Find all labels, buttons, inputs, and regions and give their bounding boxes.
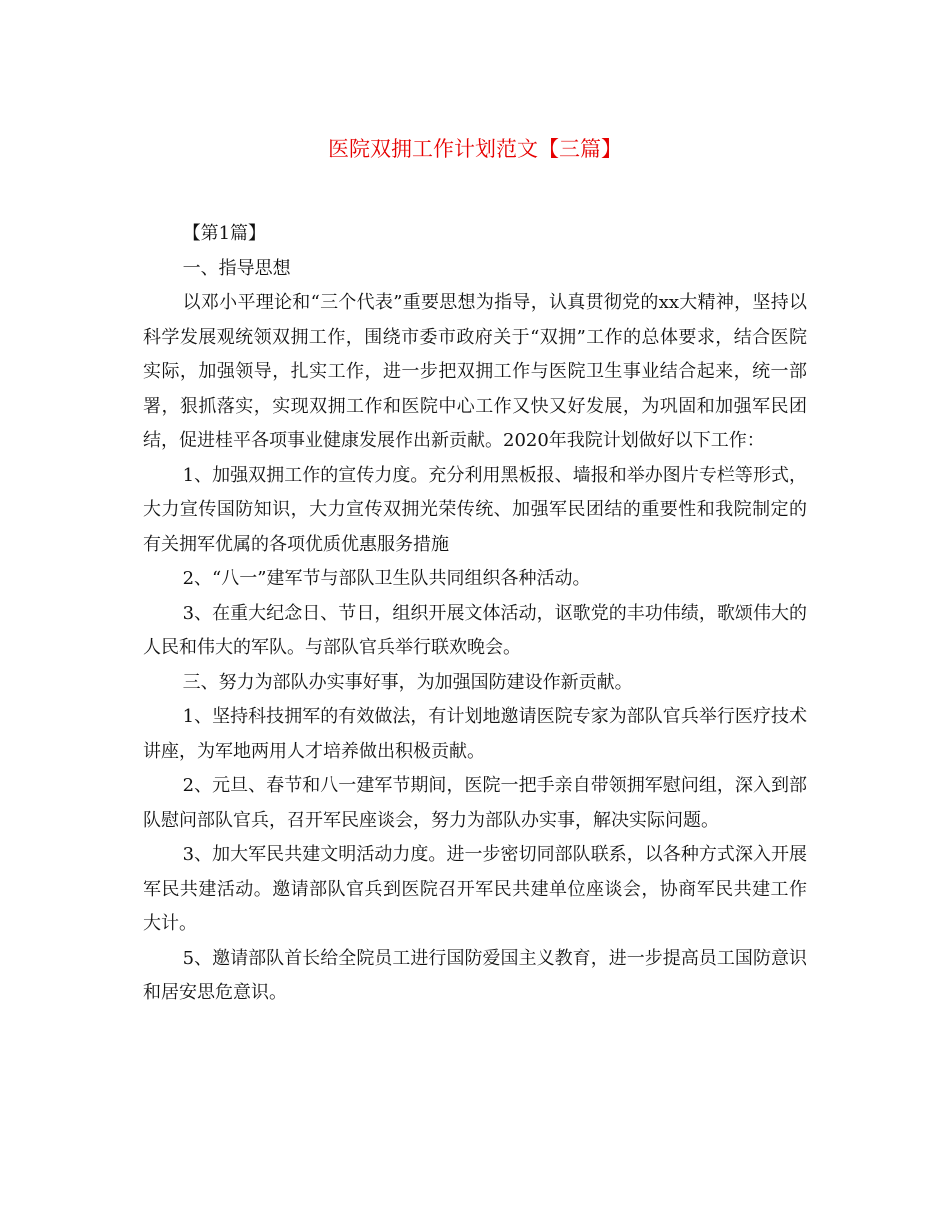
list-item-festivals: 3、在重大纪念日、节日，组织开展文体活动，讴歌党的丰功伟绩，歌颂伟大的人民和伟大的军队。与部队官兵举行联欢晚会。 (143, 602, 807, 658)
list-item-joint-construction: 3、加大军民共建文明活动力度。进一步密切同部队联系，以各种方式深入开展军民共建活动。邀请部队官兵到医院召开军民共建单位座谈会，协商军民共建工作大计。 (143, 844, 807, 934)
list-item-holiday-visits: 2、元旦、春节和八一建军节期间，医院一把手亲自带领拥军慰问组，深入到部队慰问部队官兵，召开军民座谈会，努力为部队办实事，解决实际问题。 (143, 775, 807, 831)
section-heading-practical-work: 三、努力为部队办实事好事，为加强国防建设作新贡献。 (182, 671, 633, 693)
body-paragraph: 以邓小平理论和“三个代表”重要思想为指导，认真贯彻党的xx大精神，坚持以科学发展观统领双拥工作，围绕市委市政府关于“双拥”工作的总体要求，结合医院实际，加强领导，扎实工作，进一步把双拥工作与医院卫生事业结合起来，统一部署，狠抓落实，实现双拥工作和医院中心工作又快又好发展，为巩固和加强军民团结，促进桂平各项事业健康发展作出新贡献。2020年我院计划做好以下工作： (143, 292, 807, 451)
list-item-defense-education: 5、邀请部队首长给全院员工进行国防爱国主义教育，进一步提高员工国防意识和居安思危意识。 (143, 947, 807, 1003)
list-item-publicity: 1、加强双拥工作的宣传力度。充分利用黑板报、墙报和举办图片专栏等形式，大力宣传国防知识，大力宣传双拥光荣传统、加强军民团结的重要性和我院制定的有关拥军优属的各项优质优惠服务措施 (143, 464, 807, 555)
list-item-tech-support: 1、坚持科技拥军的有效做法，有计划地邀请医院专家为部队官兵举行医疗技术讲座，为军地两用人才培养做出积极贡献。 (143, 706, 807, 762)
section-heading-guiding-thought: 一、指导思想 (182, 257, 291, 279)
list-item-army-day: 2、“八一”建军节与部队卫生队共同组织各种活动。 (182, 568, 591, 589)
section-label: 【第1篇】 (182, 223, 267, 244)
document-body (143, 217, 807, 1011)
document-title: 医院双拥工作计划范文【三篇】 (328, 137, 622, 161)
